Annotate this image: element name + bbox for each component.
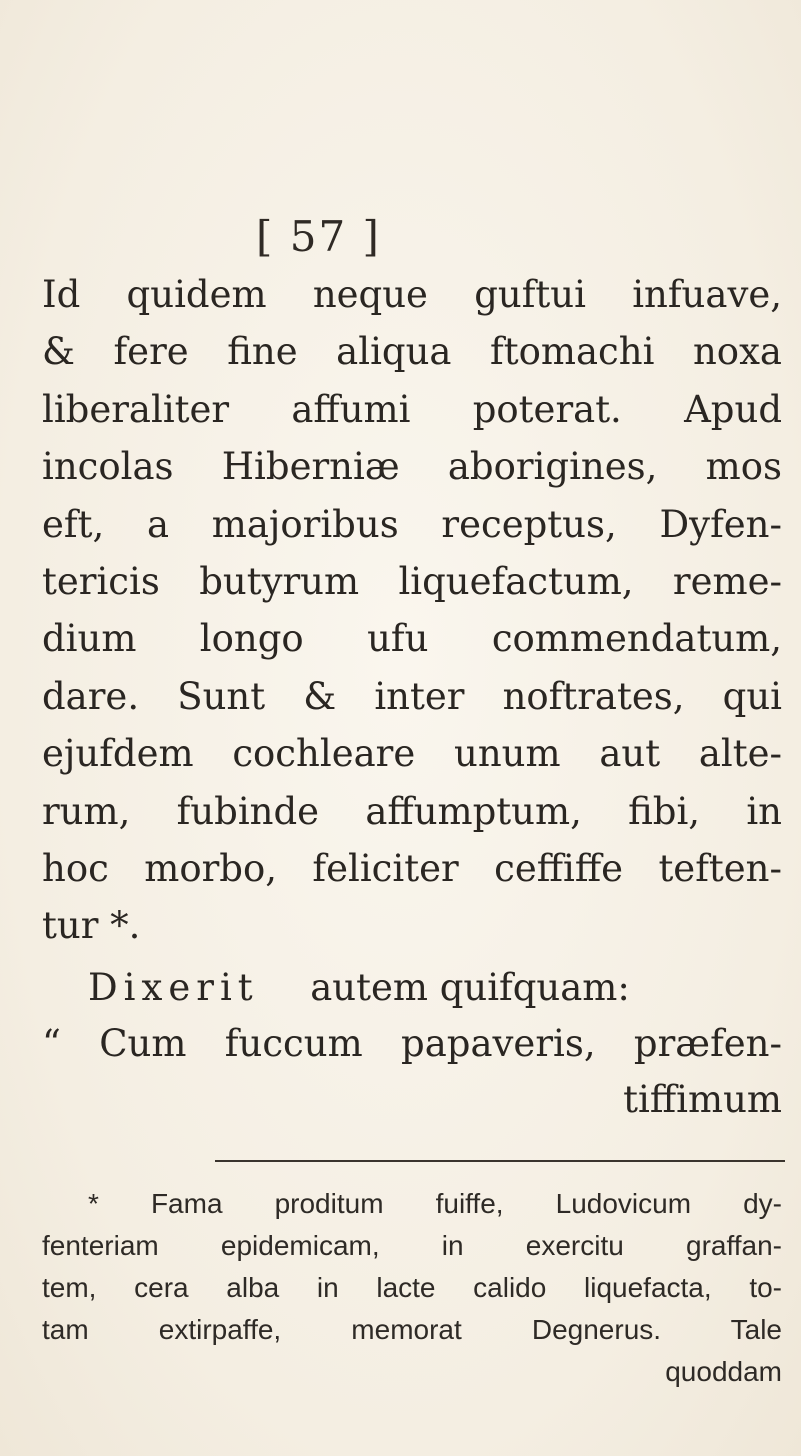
lead-rest: autem quifquam: [310, 966, 630, 1009]
text-line [42, 960, 782, 1016]
text-line: eft, a majoribus receptus, Dyfen- [42, 502, 782, 546]
text-line: tericis butyrum liquefactum, reme- [42, 560, 782, 604]
footnote-divider [215, 1160, 785, 1162]
text-line: dium longo ufu commendatum, [42, 617, 782, 661]
text-line: “ Cum fuccum papaveris, præfen- [42, 1022, 782, 1065]
second-paragraph [42, 960, 782, 1128]
page-number: [ 57 ] [256, 212, 381, 261]
text-line: tur *. [42, 904, 141, 948]
lead-word: Dixerit [88, 966, 259, 1009]
footnote-line: fenteriam epidemicam, in exercitu graffan- [42, 1230, 782, 1261]
footnote-line: tem, cera alba in lacte calido liquefacta, to- [42, 1272, 782, 1303]
text-line: liberaliter affumi poterat. Apud [42, 387, 782, 431]
text-line: & fere fine aliqua ftomachi noxa [42, 330, 782, 374]
footnote-line: * Fama proditum fuiffe, Ludovicum dy- [88, 1188, 782, 1219]
footnote-line: quoddam [665, 1356, 782, 1387]
text-line: Id quidem neque guftui infuave, [42, 273, 782, 316]
text-line: incolas Hiberniæ aborigines, mos [42, 445, 782, 489]
text-line: tiffimum [623, 1078, 782, 1121]
text-line: dare. Sunt & inter noftrates, qui [42, 674, 782, 718]
text-line: rum, fubinde affumptum, fibi, in [42, 789, 782, 833]
text-line: ejufdem cochleare unum aut alte- [42, 732, 782, 776]
main-paragraph [42, 266, 782, 955]
footnote [42, 1183, 782, 1393]
text-line: hoc morbo, feliciter ceffiffe teften- [42, 847, 782, 891]
footnote-line: tam extirpaffe, memorat Degnerus. Tale [42, 1314, 782, 1345]
